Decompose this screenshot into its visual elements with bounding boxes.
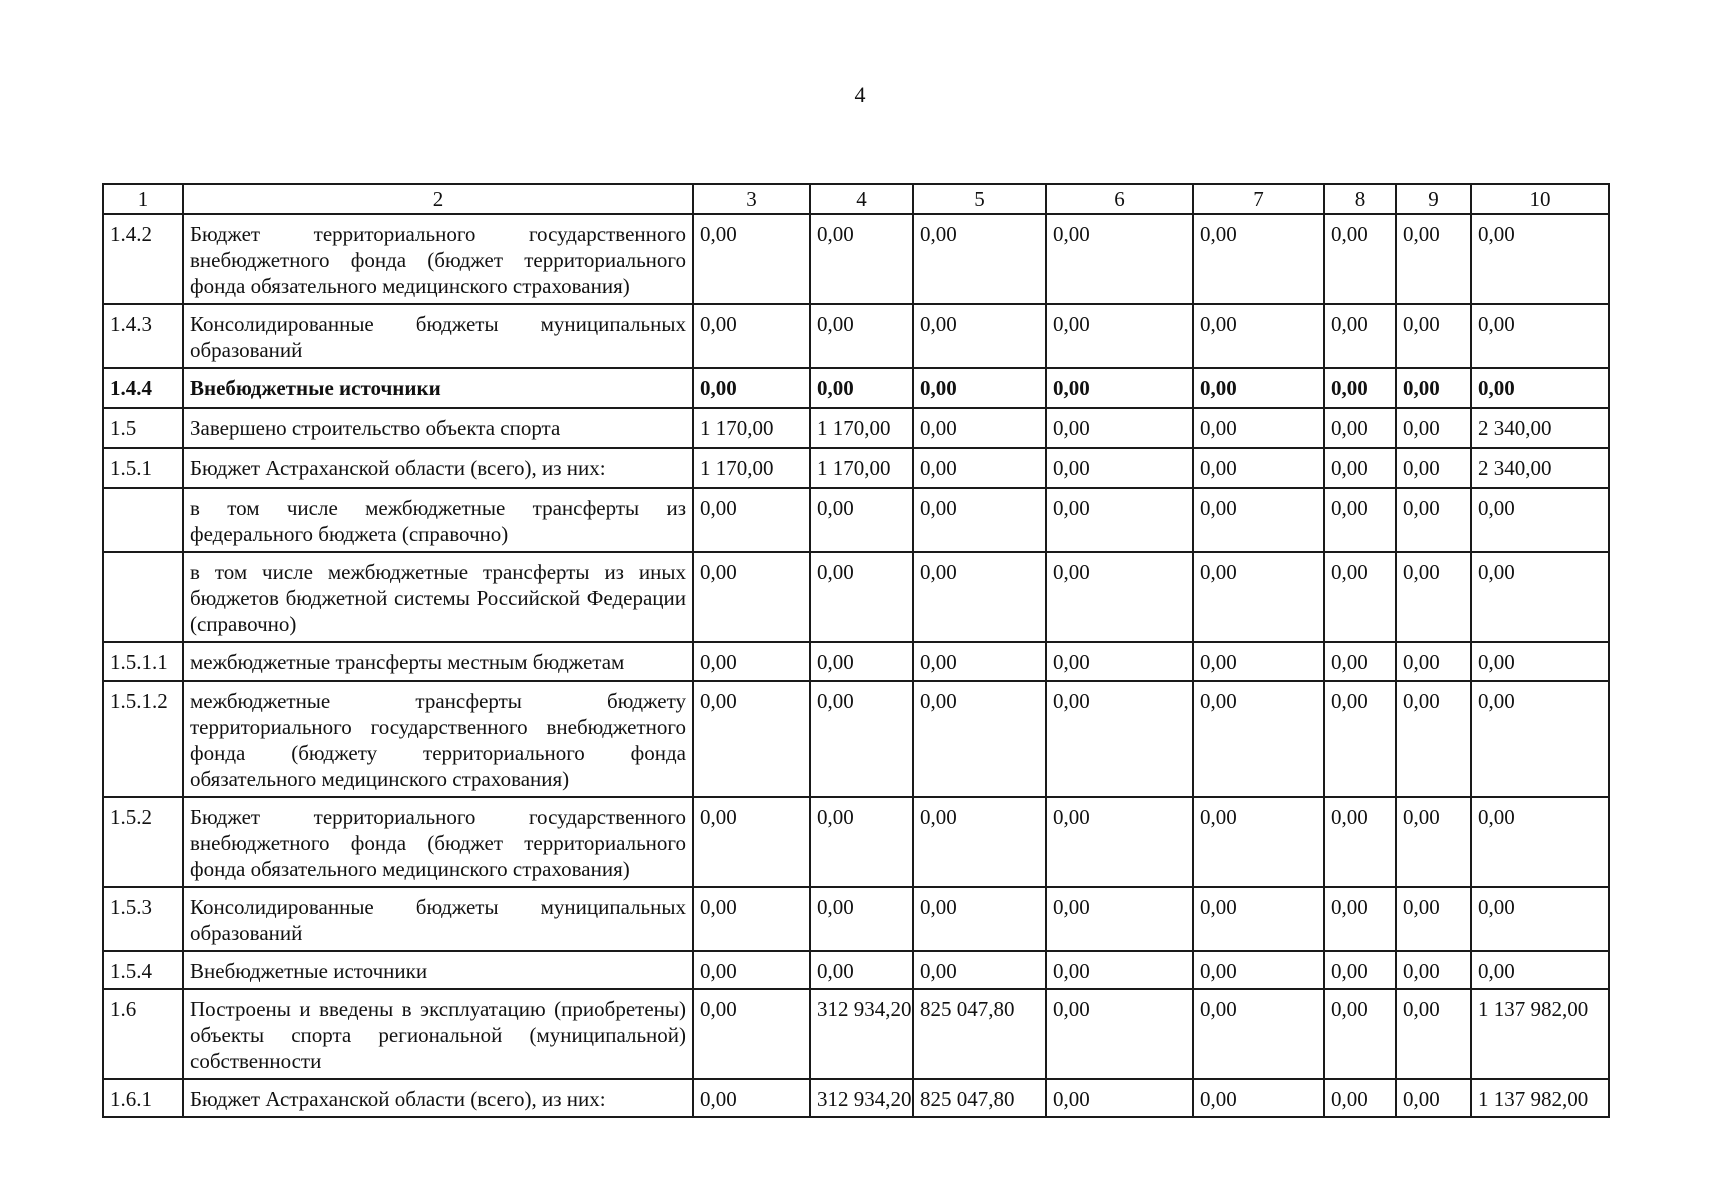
row-value: 0,00 (693, 887, 810, 951)
table-row (103, 408, 1609, 448)
column-header: 7 (1193, 184, 1324, 214)
row-value: 0,00 (913, 642, 1046, 681)
row-value: 0,00 (1046, 951, 1193, 989)
row-value: 0,00 (913, 488, 1046, 552)
row-value: 0,00 (1046, 642, 1193, 681)
row-value: 0,00 (693, 488, 810, 552)
row-value: 0,00 (1471, 488, 1609, 552)
row-value: 0,00 (1396, 304, 1471, 368)
row-value: 0,00 (1471, 368, 1609, 408)
row-value: 0,00 (1324, 304, 1396, 368)
row-value: 0,00 (1471, 951, 1609, 989)
row-value: 0,00 (1046, 408, 1193, 448)
row-name: Консолидированные бюджеты муниципальных образований (183, 887, 693, 951)
row-name: Построены и введены в эксплуатацию (приобретены) объекты спорта региональной (муниципальной) собственности (183, 989, 693, 1079)
row-code: 1.5.4 (103, 951, 183, 989)
row-value: 0,00 (1324, 368, 1396, 408)
row-value: 0,00 (810, 887, 913, 951)
row-code: 1.4.2 (103, 214, 183, 304)
row-name: Бюджет Астраханской области (всего), из них: (183, 1079, 693, 1117)
row-name: межбюджетные трансферты местным бюджетам (183, 642, 693, 681)
row-name: Бюджет Астраханской области (всего), из них: (183, 448, 693, 488)
row-value: 0,00 (1193, 887, 1324, 951)
row-value: 0,00 (1324, 681, 1396, 797)
column-header: 5 (913, 184, 1046, 214)
row-value: 0,00 (1193, 797, 1324, 887)
row-value: 0,00 (810, 951, 913, 989)
row-value: 0,00 (1193, 951, 1324, 989)
row-name: Бюджет территориального государственного внебюджетного фонда (бюджет территориального фонда обязательного медицинского страхования) (183, 214, 693, 304)
row-value: 0,00 (1324, 488, 1396, 552)
row-name: в том числе межбюджетные трансферты из иных бюджетов бюджетной системы Российской Федерации (справочно) (183, 552, 693, 642)
column-header: 3 (693, 184, 810, 214)
table-row (103, 642, 1609, 681)
column-header: 2 (183, 184, 693, 214)
row-value: 0,00 (1193, 448, 1324, 488)
row-value: 0,00 (1046, 448, 1193, 488)
row-value: 0,00 (1471, 887, 1609, 951)
row-value: 0,00 (1046, 488, 1193, 552)
row-code: 1.4.4 (103, 368, 183, 408)
row-value: 0,00 (1396, 887, 1471, 951)
page-number: 4 (854, 82, 866, 107)
row-value: 1 137 982,00 (1471, 1079, 1609, 1117)
row-name: межбюджетные трансферты бюджету территориального государственного внебюджетного фонда (бюджету территориального фонда обязательного медицинского страхования) (183, 681, 693, 797)
row-value: 1 170,00 (810, 408, 913, 448)
row-name: в том числе межбюджетные трансферты из федерального бюджета (справочно) (183, 488, 693, 552)
budget-table (102, 183, 1610, 1118)
row-value: 0,00 (913, 797, 1046, 887)
row-code (103, 488, 183, 552)
row-value: 0,00 (1324, 1079, 1396, 1117)
row-value: 0,00 (1046, 552, 1193, 642)
row-value: 0,00 (693, 304, 810, 368)
column-header: 6 (1046, 184, 1193, 214)
row-value: 0,00 (1471, 681, 1609, 797)
row-value: 0,00 (1046, 368, 1193, 408)
row-value: 0,00 (1471, 642, 1609, 681)
row-value: 0,00 (810, 681, 913, 797)
row-value: 312 934,20 (810, 1079, 913, 1117)
row-value: 0,00 (1324, 989, 1396, 1079)
table-row (103, 989, 1609, 1079)
row-value: 0,00 (1193, 681, 1324, 797)
row-name: Бюджет территориального государственного внебюджетного фонда (бюджет территориального фонда обязательного медицинского страхования) (183, 797, 693, 887)
row-value: 0,00 (1396, 989, 1471, 1079)
table-row (103, 488, 1609, 552)
row-value: 1 170,00 (693, 448, 810, 488)
table-body (103, 214, 1609, 1117)
row-value: 0,00 (1396, 488, 1471, 552)
row-value: 1 137 982,00 (1471, 989, 1609, 1079)
row-value: 0,00 (1046, 887, 1193, 951)
row-value: 0,00 (1193, 989, 1324, 1079)
row-value: 0,00 (810, 368, 913, 408)
table-row (103, 448, 1609, 488)
row-value: 2 340,00 (1471, 408, 1609, 448)
row-value: 0,00 (693, 681, 810, 797)
row-value: 0,00 (1046, 797, 1193, 887)
row-value: 0,00 (1046, 214, 1193, 304)
row-value: 0,00 (1324, 552, 1396, 642)
row-value: 0,00 (1193, 488, 1324, 552)
table-row (103, 368, 1609, 408)
row-value: 825 047,80 (913, 1079, 1046, 1117)
row-value: 0,00 (1193, 304, 1324, 368)
row-value: 0,00 (1046, 1079, 1193, 1117)
row-value: 312 934,20 (810, 989, 913, 1079)
row-value: 2 340,00 (1471, 448, 1609, 488)
row-value: 0,00 (1324, 797, 1396, 887)
row-value: 0,00 (1396, 681, 1471, 797)
column-header: 9 (1396, 184, 1471, 214)
row-value: 0,00 (693, 368, 810, 408)
column-header: 8 (1324, 184, 1396, 214)
row-value: 0,00 (693, 552, 810, 642)
row-value: 0,00 (1396, 368, 1471, 408)
row-value: 0,00 (693, 797, 810, 887)
row-value: 0,00 (1193, 552, 1324, 642)
row-value: 0,00 (1471, 214, 1609, 304)
row-code: 1.6 (103, 989, 183, 1079)
row-value: 1 170,00 (810, 448, 913, 488)
row-value: 0,00 (1396, 448, 1471, 488)
row-value: 0,00 (913, 304, 1046, 368)
table-row (103, 681, 1609, 797)
row-value: 0,00 (1324, 951, 1396, 989)
row-value: 0,00 (913, 951, 1046, 989)
row-code: 1.5.2 (103, 797, 183, 887)
row-value: 1 170,00 (693, 408, 810, 448)
row-value: 0,00 (810, 214, 913, 304)
row-value: 0,00 (913, 214, 1046, 304)
row-code: 1.5 (103, 408, 183, 448)
row-value: 0,00 (913, 552, 1046, 642)
row-value: 0,00 (810, 642, 913, 681)
row-name: Внебюджетные источники (183, 368, 693, 408)
row-name: Консолидированные бюджеты муниципальных образований (183, 304, 693, 368)
row-value: 0,00 (1193, 1079, 1324, 1117)
row-value: 0,00 (693, 642, 810, 681)
row-value: 0,00 (913, 368, 1046, 408)
row-value: 0,00 (1396, 951, 1471, 989)
row-value: 0,00 (693, 1079, 810, 1117)
row-value: 0,00 (810, 304, 913, 368)
row-value: 0,00 (913, 681, 1046, 797)
row-value: 0,00 (810, 797, 913, 887)
table-row (103, 552, 1609, 642)
row-value: 0,00 (810, 488, 913, 552)
row-value: 0,00 (693, 989, 810, 1079)
row-value: 0,00 (913, 448, 1046, 488)
row-code: 1.5.1.1 (103, 642, 183, 681)
row-value: 0,00 (1471, 304, 1609, 368)
row-value: 0,00 (1193, 368, 1324, 408)
row-value: 0,00 (1324, 887, 1396, 951)
row-value: 825 047,80 (913, 989, 1046, 1079)
row-value: 0,00 (1324, 214, 1396, 304)
row-value: 0,00 (1324, 448, 1396, 488)
row-value: 0,00 (1396, 1079, 1471, 1117)
row-code: 1.5.3 (103, 887, 183, 951)
row-value: 0,00 (810, 552, 913, 642)
row-value: 0,00 (913, 887, 1046, 951)
row-value: 0,00 (1471, 797, 1609, 887)
table-row (103, 951, 1609, 989)
row-value: 0,00 (1471, 552, 1609, 642)
row-name: Внебюджетные источники (183, 951, 693, 989)
table-header-row (103, 184, 1609, 214)
row-value: 0,00 (1193, 642, 1324, 681)
row-code: 1.5.1.2 (103, 681, 183, 797)
row-value: 0,00 (1193, 214, 1324, 304)
row-code (103, 552, 183, 642)
row-value: 0,00 (1396, 552, 1471, 642)
table-row (103, 214, 1609, 304)
column-header: 10 (1471, 184, 1609, 214)
row-code: 1.6.1 (103, 1079, 183, 1117)
table-row (103, 797, 1609, 887)
row-value: 0,00 (1193, 408, 1324, 448)
row-name: Завершено строительство объекта спорта (183, 408, 693, 448)
row-value: 0,00 (1046, 681, 1193, 797)
row-value: 0,00 (693, 214, 810, 304)
column-header: 4 (810, 184, 913, 214)
row-value: 0,00 (693, 951, 810, 989)
row-value: 0,00 (1396, 797, 1471, 887)
column-header: 1 (103, 184, 183, 214)
row-value: 0,00 (1324, 408, 1396, 448)
row-value: 0,00 (1396, 642, 1471, 681)
row-value: 0,00 (1046, 304, 1193, 368)
table-row (103, 304, 1609, 368)
row-code: 1.4.3 (103, 304, 183, 368)
table-row (103, 1079, 1609, 1117)
row-value: 0,00 (1324, 642, 1396, 681)
table-row (103, 887, 1609, 951)
row-code: 1.5.1 (103, 448, 183, 488)
row-value: 0,00 (1046, 989, 1193, 1079)
row-value: 0,00 (1396, 214, 1471, 304)
row-value: 0,00 (1396, 408, 1471, 448)
row-value: 0,00 (913, 408, 1046, 448)
